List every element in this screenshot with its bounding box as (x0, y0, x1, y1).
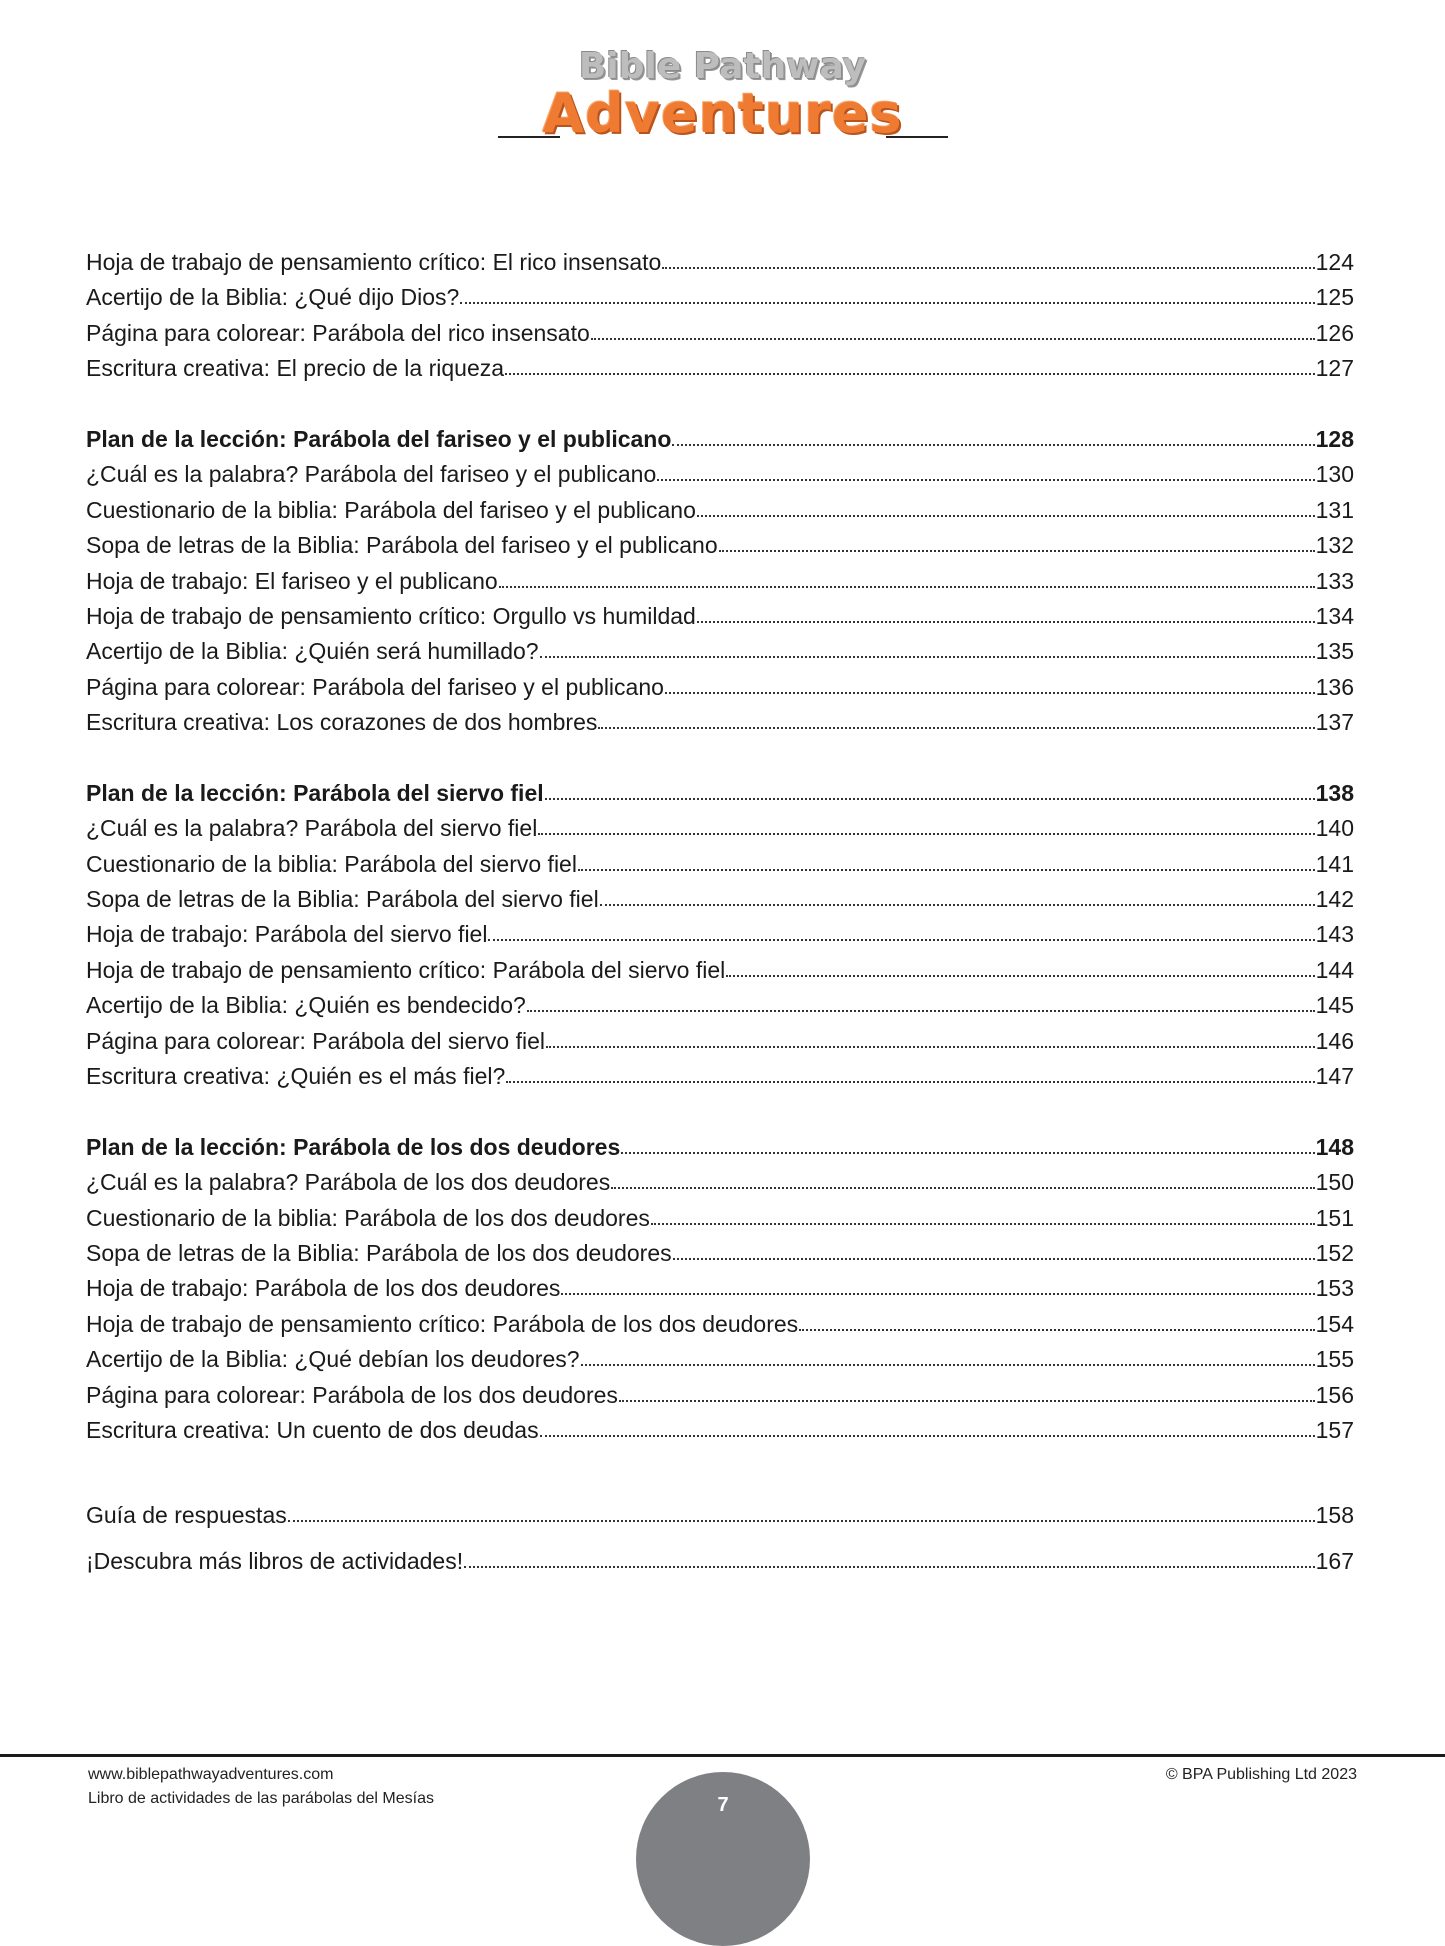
toc-section-heading[interactable] (86, 1130, 1354, 1165)
toc-entry-page: 152 (1315, 1239, 1354, 1266)
toc-entry-page: 153 (1315, 1275, 1354, 1302)
toc-entry-page: 137 (1315, 709, 1354, 736)
section-gap (86, 1448, 1354, 1498)
leader-dots (464, 1566, 1315, 1568)
toc-entry-title: Sopa de letras de la Biblia: Parábola del siervo fiel (86, 886, 599, 913)
toc-entry-page: 134 (1315, 602, 1354, 629)
leader-dots (499, 586, 1315, 588)
toc-entry[interactable] (86, 493, 1354, 528)
toc-entry[interactable] (86, 316, 1354, 351)
toc-entry[interactable] (86, 953, 1354, 988)
toc-entry[interactable] (86, 1342, 1354, 1377)
logo-top-text: Bible Pathway (578, 46, 867, 87)
toc-entry-page: 127 (1315, 355, 1354, 382)
toc-entry[interactable] (86, 1201, 1354, 1236)
toc-entry[interactable] (86, 1236, 1354, 1271)
toc-entry-page: 143 (1315, 921, 1354, 948)
toc-entry[interactable] (86, 1544, 1354, 1579)
toc-entry-page: 141 (1315, 850, 1354, 877)
leader-dots (581, 1364, 1315, 1366)
toc-entry-page: 158 (1315, 1502, 1354, 1529)
leader-dots (719, 550, 1315, 552)
toc-entry-title: Hoja de trabajo: Parábola de los dos deudores (86, 1275, 561, 1302)
toc-section-heading[interactable] (86, 422, 1354, 457)
leader-dots (540, 1435, 1315, 1437)
toc-entry-title: Hoja de trabajo: El fariseo y el publicano (86, 567, 498, 594)
footer-website-link[interactable]: www.biblepathwayadventures.com (88, 1766, 334, 1783)
toc-entry[interactable] (86, 917, 1354, 952)
toc-entry-page: 133 (1315, 567, 1354, 594)
footer-book-title: Libro de actividades de las parábolas del Mesías (88, 1790, 434, 1807)
toc-entry-title: Sopa de letras de la Biblia: Parábola de los dos deudores (86, 1239, 672, 1266)
leader-dots (697, 515, 1315, 517)
toc-entry-page: 126 (1315, 319, 1354, 346)
toc-entry-page: 132 (1315, 532, 1354, 559)
toc-entry-title: Hoja de trabajo: Parábola del siervo fiel (86, 921, 488, 948)
toc-entry-title: Escritura creativa: El precio de la riqueza (86, 355, 505, 382)
toc-entry-title: ¿Cuál es la palabra? Parábola de los dos deudores (86, 1169, 611, 1196)
leader-dots (488, 939, 1314, 941)
toc-entry[interactable] (86, 847, 1354, 882)
toc-entry[interactable] (86, 1059, 1354, 1094)
leader-dots (799, 1329, 1314, 1331)
leader-dots (545, 798, 1315, 800)
toc-entry-page: 167 (1315, 1547, 1354, 1574)
toc-entry[interactable] (86, 1413, 1354, 1448)
leader-dots (657, 479, 1314, 481)
toc-entry-title: Acertijo de la Biblia: ¿Quién es bendecido? (86, 992, 526, 1019)
toc-entry-page: 151 (1315, 1204, 1354, 1231)
toc-entry[interactable] (86, 882, 1354, 917)
leader-dots (665, 692, 1315, 694)
toc-entry-page: 145 (1315, 992, 1354, 1019)
toc-entry-title: Hoja de trabajo de pensamiento crítico: Orgullo vs humildad (86, 602, 696, 629)
section-gap (86, 740, 1354, 775)
leader-dots (506, 1081, 1314, 1083)
toc-entry-title: ¿Cuál es la palabra? Parábola del fariseo y el publicano (86, 461, 657, 488)
toc-entry-title: Guía de respuestas (86, 1502, 287, 1529)
leader-dots (591, 338, 1315, 340)
leader-dots (538, 833, 1314, 835)
toc-entry-title: Cuestionario de la biblia: Parábola del fariseo y el publicano (86, 496, 696, 523)
toc-entry-title: ¡Descubra más libros de actividades! (86, 1547, 464, 1574)
table-of-contents (86, 245, 1354, 1579)
toc-entry-title: Hoja de trabajo de pensamiento crítico: El rico insensato (86, 249, 662, 275)
toc-entry-page: 142 (1315, 886, 1354, 913)
leader-dots (546, 1046, 1315, 1048)
toc-entry[interactable] (86, 457, 1354, 492)
toc-entry-title: Sopa de letras de la Biblia: Parábola del fariseo y el publicano (86, 532, 718, 559)
leader-dots (460, 302, 1314, 304)
toc-entry[interactable] (86, 245, 1354, 280)
toc-entry-title: Plan de la lección: Parábola de los dos deudores (86, 1133, 621, 1160)
footer-left (88, 1763, 434, 1811)
toc-entry-title: Acertijo de la Biblia: ¿Qué debían los deudores? (86, 1346, 580, 1373)
toc-entry-title: Plan de la lección: Parábola del siervo fiel (86, 779, 544, 806)
toc-entry[interactable] (86, 1498, 1354, 1533)
leader-dots (578, 869, 1315, 871)
leader-dots (505, 373, 1315, 375)
leader-dots (672, 444, 1314, 446)
toc-entry-page: 131 (1315, 496, 1354, 523)
toc-entry-page: 148 (1315, 1133, 1354, 1160)
toc-entry-title: Plan de la lección: Parábola del fariseo y el publicano (86, 425, 672, 452)
leader-dots (288, 1520, 1315, 1522)
section-gap (86, 387, 1354, 422)
toc-entry-title: Página para colorear: Parábola del siervo fiel (86, 1027, 545, 1054)
toc-entry-page: 147 (1315, 1062, 1354, 1089)
toc-entry-page: 155 (1315, 1346, 1354, 1373)
leader-dots (540, 656, 1315, 658)
toc-entry-title: Hoja de trabajo de pensamiento crítico: Parábola del siervo fiel (86, 956, 726, 983)
toc-entry-title: Escritura creativa: ¿Quién es el más fiel? (86, 1062, 506, 1089)
leader-dots (697, 621, 1315, 623)
leader-dots (619, 1400, 1315, 1402)
toc-entry[interactable] (86, 564, 1354, 599)
leader-dots (673, 1258, 1315, 1260)
section-gap (86, 1094, 1354, 1129)
toc-entry-page: 130 (1315, 461, 1354, 488)
toc-entry-page: 138 (1315, 779, 1354, 806)
toc-entry[interactable] (86, 528, 1354, 563)
leader-dots (621, 1152, 1314, 1154)
toc-entry-title: Cuestionario de la biblia: Parábola del siervo fiel (86, 850, 577, 877)
leader-dots (611, 1187, 1314, 1189)
toc-entry[interactable] (86, 599, 1354, 634)
toc-entry-title: Página para colorear: Parábola de los dos deudores (86, 1381, 618, 1408)
toc-entry[interactable] (86, 1271, 1354, 1306)
toc-entry-page: 144 (1315, 956, 1354, 983)
toc-entry[interactable] (86, 1024, 1354, 1059)
toc-entry-title: Acertijo de la Biblia: ¿Quién será humillado? (86, 638, 539, 665)
footer-copyright: © BPA Publishing Ltd 2023 (1165, 1766, 1357, 1783)
header (0, 38, 1445, 148)
footer-rule (0, 1754, 1445, 1757)
toc-entry-page: 154 (1315, 1310, 1354, 1337)
toc-entry[interactable] (86, 351, 1354, 386)
page-number: 7 (717, 1794, 729, 1816)
toc-entry-title: Hoja de trabajo de pensamiento crítico: Parábola de los dos deudores (86, 1310, 799, 1337)
toc-entry-page: 156 (1315, 1381, 1354, 1408)
logo-bottom-text: Adventures (542, 82, 903, 145)
toc-section-heading[interactable] (86, 776, 1354, 811)
toc-entry-page: 125 (1315, 284, 1354, 311)
toc-entry[interactable] (86, 280, 1354, 315)
toc-entry-page: 135 (1315, 638, 1354, 665)
leader-dots (598, 727, 1314, 729)
toc-entry[interactable] (86, 1165, 1354, 1200)
toc-entry-page: 124 (1315, 249, 1354, 275)
toc-entry-page: 150 (1315, 1169, 1354, 1196)
toc-entry-title: Acertijo de la Biblia: ¿Qué dijo Dios? (86, 284, 460, 311)
leader-dots (662, 267, 1314, 269)
leader-dots (651, 1223, 1315, 1225)
toc-entry[interactable] (86, 634, 1354, 669)
toc-entry[interactable] (86, 988, 1354, 1023)
toc-entry[interactable] (86, 811, 1354, 846)
toc-entry[interactable] (86, 670, 1354, 705)
toc-entry-title: ¿Cuál es la palabra? Parábola del siervo fiel (86, 815, 538, 842)
toc-entry[interactable] (86, 705, 1354, 740)
toc-entry-page: 146 (1315, 1027, 1354, 1054)
toc-entry-title: Escritura creativa: Un cuento de dos deudas (86, 1416, 539, 1443)
leader-dots (561, 1293, 1314, 1295)
leader-dots (600, 904, 1315, 906)
toc-entry-page: 140 (1315, 815, 1354, 842)
toc-entry[interactable] (86, 1378, 1354, 1413)
leader-dots (527, 1010, 1315, 1012)
toc-entry-title: Página para colorear: Parábola del rico insensato (86, 319, 590, 346)
toc-entry-title: Página para colorear: Parábola del fariseo y el publicano (86, 673, 664, 700)
toc-entry-page: 136 (1315, 673, 1354, 700)
toc-entry-title: Escritura creativa: Los corazones de dos hombres (86, 709, 598, 736)
leader-dots (726, 975, 1314, 977)
toc-entry-page: 157 (1315, 1416, 1354, 1443)
toc-entry-page: 128 (1315, 425, 1354, 452)
toc-entry[interactable] (86, 1307, 1354, 1342)
toc-entry-title: Cuestionario de la biblia: Parábola de los dos deudores (86, 1204, 650, 1231)
